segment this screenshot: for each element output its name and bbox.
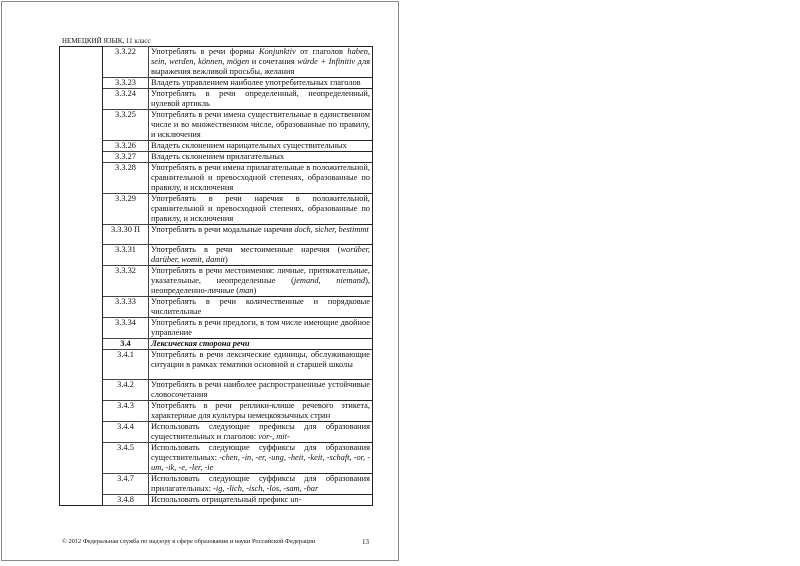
requirement-text: Употреблять в речи формы Konjunktiv от глаголов haben, sein, werden, können, mögen и сочетания würde + Infinitiv для выражения вежливой просьбы, желания bbox=[149, 47, 373, 78]
requirement-code: 3.3.29 bbox=[103, 194, 149, 225]
requirement-code: 3.4.8 bbox=[103, 495, 149, 506]
german-term: haben, sein, werden, können, mögen bbox=[151, 47, 370, 66]
page-footer bbox=[62, 538, 372, 545]
table-row bbox=[60, 78, 373, 89]
requirement-text: Лексическая сторона речи bbox=[149, 339, 373, 350]
requirement-code: 3.4.3 bbox=[103, 401, 149, 422]
requirements-table bbox=[59, 46, 373, 506]
table-row bbox=[60, 318, 373, 339]
table-row bbox=[60, 141, 373, 152]
section-number-cell bbox=[60, 47, 103, 506]
page-number: 13 bbox=[362, 538, 369, 546]
requirement-code: 3.3.31 bbox=[103, 245, 149, 266]
requirement-code: 3.4.1 bbox=[103, 350, 149, 380]
requirement-text: Употреблять в речи наречия в положительной, сравнительной и превосходной степенях, образованные по правилу, и исключения bbox=[149, 194, 373, 225]
requirement-text: Употреблять в речи реплики-клише речевого этикета, характерные для культуры немецкоязычных стран bbox=[149, 401, 373, 422]
german-term: worüber, darüber, womit, damit bbox=[151, 245, 370, 264]
table-row bbox=[60, 194, 373, 225]
german-term: jemand, niemand bbox=[293, 276, 366, 285]
requirement-code: 3.4.4 bbox=[103, 422, 149, 443]
requirement-code: 3.3.33 bbox=[103, 297, 149, 318]
requirement-text: Употреблять в речи местоимения: личные, притяжательные, указательные, неопределенные (jemand, niemand), неопределенно-личные (man) bbox=[149, 266, 373, 297]
german-term: -ig, -lich, -isch, -los, -sam, -bar bbox=[213, 484, 319, 493]
requirement-code: 3.3.30 П bbox=[103, 225, 149, 245]
table-row bbox=[60, 401, 373, 422]
table-row bbox=[60, 245, 373, 266]
section-row bbox=[60, 339, 373, 350]
table-row bbox=[60, 350, 373, 380]
requirement-code: 3.4 bbox=[103, 339, 149, 350]
table-row bbox=[60, 474, 373, 495]
requirement-text: Владеть управлением наиболее употребительных глаголов bbox=[149, 78, 373, 89]
table-row bbox=[60, 110, 373, 141]
german-term: vor-, mit- bbox=[258, 432, 290, 441]
table-row bbox=[60, 422, 373, 443]
requirement-text: Использовать следующие суффиксы для образования существительных: -chen, -in, -er, -ung, -heit, -keit, -schaft, -or, -um, -ik, -e, -ler, -ie bbox=[149, 443, 373, 474]
requirement-text: Употреблять в речи имена существительные в единственном числе и во множественном числе, образованные по правилу, и исключения bbox=[149, 110, 373, 141]
german-term: doch, sicher, bestimmt bbox=[294, 225, 369, 234]
table-row bbox=[60, 380, 373, 401]
requirement-code: 3.3.26 bbox=[103, 141, 149, 152]
german-term: -chen, -in, -er, -ung, -heit, -keit, -schaft, -or, -um, -ik, -e, -ler, -ie bbox=[151, 453, 371, 472]
table-row bbox=[60, 152, 373, 163]
table-row bbox=[60, 89, 373, 110]
requirement-text: Владеть склонением нарицательных существительных bbox=[149, 141, 373, 152]
requirement-text: Употреблять в речи местоименные наречия (worüber, darüber, womit, damit) bbox=[149, 245, 373, 266]
requirement-text: Употреблять в речи наиболее распространенные устойчивые словосочетания bbox=[149, 380, 373, 401]
requirement-code: 3.3.23 bbox=[103, 78, 149, 89]
requirement-text: Использовать отрицательный префикс un- bbox=[149, 495, 373, 506]
requirement-text: Употреблять в речи определенный, неопределенный, нулевой артикль bbox=[149, 89, 373, 110]
running-head: НЕМЕЦКИЙ ЯЗЫК, 11 класс bbox=[62, 37, 151, 45]
requirement-text: Употреблять в речи модальные наречия doch, sicher, bestimmt bbox=[149, 225, 373, 245]
requirement-code: 3.4.7 bbox=[103, 474, 149, 495]
german-term: man bbox=[239, 286, 254, 295]
requirement-text: Употреблять в речи предлоги, в том числе имеющие двойное управление bbox=[149, 318, 373, 339]
requirement-text: Использовать следующие суффиксы для образования прилагательных: -ig, -lich, -isch, -los, -sam, -bar bbox=[149, 474, 373, 495]
table-row bbox=[60, 47, 373, 78]
requirement-text: Употреблять в речи лексические единицы, обслуживающие ситуации в рамках тематики основной и старшей школы bbox=[149, 350, 373, 380]
requirement-code: 3.3.25 bbox=[103, 110, 149, 141]
table-row bbox=[60, 495, 373, 506]
requirement-code: 3.3.24 bbox=[103, 89, 149, 110]
requirement-code: 3.4.5 bbox=[103, 443, 149, 474]
german-term: würde + Infinitiv bbox=[297, 57, 356, 66]
requirement-code: 3.3.34 bbox=[103, 318, 149, 339]
table-row bbox=[60, 266, 373, 297]
document-page bbox=[1, 1, 399, 561]
table-row bbox=[60, 297, 373, 318]
requirement-code: 3.3.28 bbox=[103, 163, 149, 194]
requirement-code: 3.3.22 bbox=[103, 47, 149, 78]
table-row bbox=[60, 225, 373, 245]
footer-copyright: © 2012 Федеральная служба по надзору в сфере образования и науки Российской Федерации bbox=[62, 538, 316, 545]
requirement-text: Употреблять в речи количественные и порядковые числительные bbox=[149, 297, 373, 318]
requirement-code: 3.3.27 bbox=[103, 152, 149, 163]
requirement-text: Использовать следующие префиксы для образования существительных и глаголов: vor-, mit- bbox=[149, 422, 373, 443]
table-row bbox=[60, 163, 373, 194]
requirements-table-body bbox=[60, 47, 373, 506]
requirement-code: 3.3.32 bbox=[103, 266, 149, 297]
german-term: Konjunktiv bbox=[258, 47, 296, 56]
requirement-text: Употреблять в речи имена прилагательные в положительной, сравнительной и превосходной степенях, образованные по правилу, и исключения bbox=[149, 163, 373, 194]
german-term: un- bbox=[290, 495, 302, 504]
table-row bbox=[60, 443, 373, 474]
requirement-text: Владеть склонением прилагательных bbox=[149, 152, 373, 163]
requirement-code: 3.4.2 bbox=[103, 380, 149, 401]
